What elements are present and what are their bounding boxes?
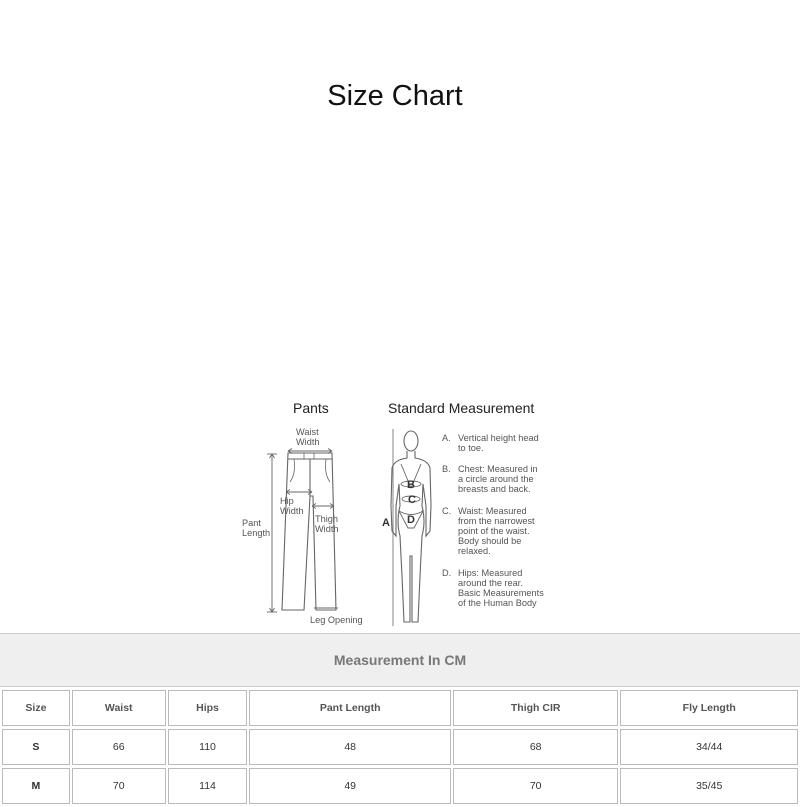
table-banner: Measurement In CM <box>0 633 800 687</box>
header-size: Size <box>2 690 70 726</box>
measurement-c-line: relaxed. <box>458 546 491 556</box>
cell-pant-length: 48 <box>249 729 450 765</box>
header-pant-length: Pant Length <box>249 690 450 726</box>
cell-hips: 110 <box>168 729 248 765</box>
measurement-c-line: point of the waist. <box>458 526 530 536</box>
cell-hips: 114 <box>168 768 248 804</box>
body-letter-d: D <box>407 514 415 526</box>
header-fly-length: Fly Length <box>620 690 798 726</box>
measurement-a-line: Vertical height head <box>458 433 539 443</box>
table-row <box>2 768 798 804</box>
size-table-section <box>0 633 800 807</box>
cell-size: S <box>2 729 70 765</box>
page-title: Size Chart <box>327 80 463 112</box>
cell-fly-length: 35/45 <box>620 768 798 804</box>
measurement-b-letter: B. <box>442 464 451 474</box>
measurement-a-letter: A. <box>442 433 451 443</box>
cell-fly-length: 34/44 <box>620 729 798 765</box>
body-figure-illustration <box>391 431 431 622</box>
measurement-descriptions <box>442 433 544 608</box>
size-table <box>0 687 800 807</box>
hip-width-label-line1: Hip <box>280 496 294 506</box>
cell-size: M <box>2 768 70 804</box>
thigh-width-arrow <box>312 504 334 509</box>
measurement-d-line: of the Human Body <box>458 598 537 608</box>
waist-width-label-line2: Width <box>296 437 320 447</box>
cell-thigh-cir: 70 <box>453 768 619 804</box>
measurement-c-line: from the narrowest <box>458 516 535 526</box>
table-header-row <box>2 690 798 726</box>
waist-width-label-line1: Waist <box>296 427 319 437</box>
cell-pant-length: 49 <box>249 768 450 804</box>
measurement-d-line: Hips: Measured <box>458 568 523 578</box>
measurement-c-letter: C. <box>442 506 452 516</box>
hip-width-arrow <box>286 490 312 495</box>
thigh-width-label-line2: Width <box>315 524 339 534</box>
pants-heading: Pants <box>293 400 329 416</box>
measurement-c-line: Body should be <box>458 536 522 546</box>
thigh-width-label-line1: Thigh <box>315 514 338 524</box>
pant-length-label-line2: Length <box>242 528 271 538</box>
hip-width-label-line2: Width <box>280 506 304 516</box>
measurement-d-letter: D. <box>442 568 452 578</box>
measurement-b-line: a circle around the <box>458 474 534 484</box>
cell-waist: 66 <box>72 729 166 765</box>
measurement-diagram-svg <box>236 396 566 632</box>
cell-waist: 70 <box>72 768 166 804</box>
leg-opening-label: Leg Opening <box>310 615 363 625</box>
header-hips: Hips <box>168 690 248 726</box>
measurement-b-line: Chest: Measured in <box>458 464 538 474</box>
body-letter-c: C <box>408 494 416 506</box>
measurement-diagram <box>236 396 566 632</box>
header-thigh-cir: Thigh CIR <box>453 690 619 726</box>
measurement-d-line: around the rear. <box>458 578 523 588</box>
measurement-d-line: Basic Measurements <box>458 588 544 598</box>
measurement-b-line: breasts and back. <box>458 484 531 494</box>
measurement-c-line: Waist: Measured <box>458 506 527 516</box>
table-row <box>2 729 798 765</box>
measurement-a-line: to toe. <box>458 443 484 453</box>
body-letter-b: B <box>407 479 415 491</box>
cell-thigh-cir: 68 <box>453 729 619 765</box>
pant-length-label-line1: Pant <box>242 518 261 528</box>
standard-measurement-heading: Standard Measurement <box>388 400 535 416</box>
header-waist: Waist <box>72 690 166 726</box>
body-letter-a: A <box>382 517 390 529</box>
